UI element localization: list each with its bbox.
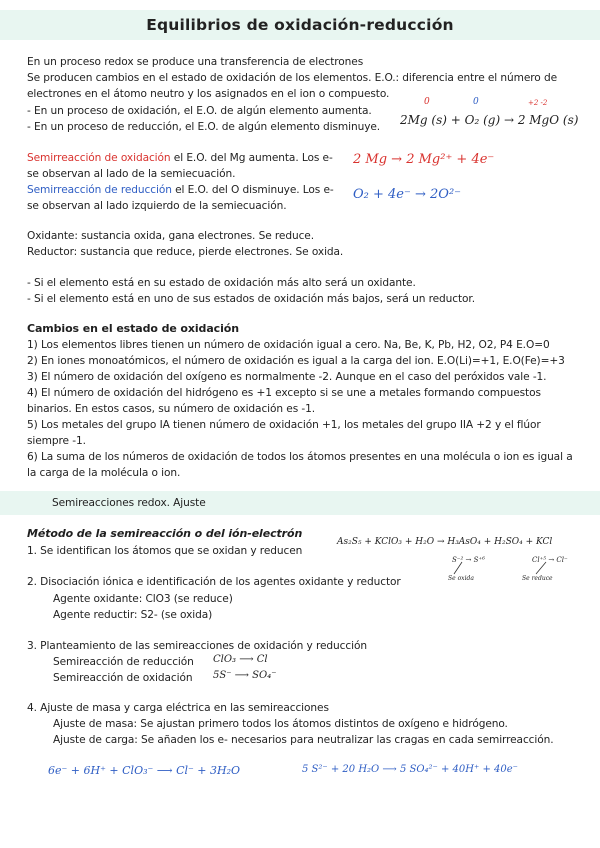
ox-number-o: 0 (473, 97, 479, 107)
step-1: 1. Se identifican los átomos que se oxidan y reducen (27, 545, 303, 557)
intro-line-1: En un proceso redox se produce una transferencia de electrones (27, 56, 364, 68)
intro-line-4: - En un proceso de oxidación, el E.O. de algún elemento aumenta. (27, 105, 372, 117)
step-1-sub-ox: S⁻² → S⁺⁶ (452, 556, 485, 564)
rule-6a: 6) La suma de los números de oxidación de todos los átomos presentes en una molécula o ion es igual a (27, 451, 573, 463)
arrow-se-oxida (454, 562, 462, 574)
semi-red-text: el E.O. del O disminuye. Los e- (171, 184, 334, 196)
ajuste-title: Semireacciones redox. Ajuste (52, 497, 206, 509)
step-3-oxidacion-eq: 5S⁻ ⟶ SO₄⁻ (213, 670, 277, 681)
final-oxidation-eq: 5 S²⁻ + 20 H₂O ⟶ 5 SO₄²⁻ + 40H⁺ + 40e⁻ (302, 764, 518, 775)
step-4: 4. Ajuste de masa y carga eléctrica en las semireacciones (27, 702, 329, 714)
semi-red-equation: O₂ + 4e⁻ → 2O²⁻ (353, 187, 462, 202)
reaction-equation: 2Mg (s) + O₂ (g) → 2 MgO (s) (400, 113, 579, 127)
intro-line-3: electrones en el átomo neutro y los asignados en el ion o compuesto. (27, 88, 390, 100)
rule-6b: la carga de la molécula o ion. (27, 467, 181, 479)
semi-ox-line-1 (27, 151, 333, 165)
step-2: 2. Disociación iónica e identificación de los agentes oxidante y reductor (27, 576, 401, 588)
rule-2: 2) En iones monoatómicos, el número de oxidación es igual a la carga del ion. E.O(Li)=+1, E.O(Fe)=+3 (27, 355, 565, 367)
step-4-masa: Ajuste de masa: Se ajustan primero todos los átomos distintos de oxígeno e hidrógeno. (53, 718, 508, 730)
ox-number-mg: 0 (424, 97, 430, 107)
note-reductor: - Si el elemento está en uno de sus estados de oxidación más bajos, será un reductor. (27, 293, 475, 305)
rule-4b: binarios. En estos casos, su número de oxidación es -1. (27, 403, 316, 415)
step-2-oxidante: Agente oxidante: ClO3 (se reduce) (53, 593, 233, 605)
step-2-reductor: Agente reductir: S2- (se oxida) (53, 609, 213, 621)
semi-red-label: Semirreacción de reducción (27, 184, 172, 196)
step-3: 3. Planteamiento de las semireacciones de oxidación y reducción (27, 640, 367, 652)
cambios-heading: Cambios en el estado de oxidación (27, 322, 239, 335)
intro-line-5: - En un proceso de reducción, el E.O. de algún elemento disminuye. (27, 121, 381, 133)
step-1-sub-red: Cl⁺⁵ → Cl⁻ (532, 556, 568, 564)
rule-3: 3) El número de oxidación del oxígeno es normalmente -2. Aunque en el caso del peróxidos vale -1. (27, 371, 547, 383)
method-heading: Método de la semireacción o del ión-electrón (27, 527, 303, 540)
note-oxidante: - Si el elemento está en su estado de oxidación más alto será un oxidante. (27, 277, 416, 289)
semi-red-line-2: se observan al lado izquierdo de la semiecuación. (27, 200, 287, 212)
step-1-equation: As₂S₅ + KClO₃ + H₂O → H₃AsO₄ + H₂SO₄ + KCl (337, 537, 553, 547)
intro-line-2: Se producen cambios en el estado de oxidación de los elementos. E.O.: diferencia entre el número de (27, 72, 557, 84)
semi-ox-equation: 2 Mg → 2 Mg²⁺ + 4e⁻ (353, 152, 495, 167)
def-oxidante: Oxidante: sustancia oxida, gana electrones. Se reduce. (27, 230, 314, 242)
rule-5b: siempre -1. (27, 435, 86, 447)
step-1-label-ox: Se oxida (448, 575, 474, 582)
def-reductor: Reductor: sustancia que reduce, pierde electrones. Se oxida. (27, 246, 344, 258)
semi-red-line-1 (27, 183, 334, 197)
step-1-label-red: Se reduce (522, 575, 553, 582)
page-title: Equilibrios de oxidación-reducción (146, 16, 454, 34)
arrow-se-reduce (536, 562, 546, 574)
step-1-arrows (440, 560, 590, 580)
ox-number-product: +2 -2 (528, 99, 548, 107)
step-3-reduccion-eq: ClO₃ ⟶ Cl (213, 654, 268, 665)
step-3-oxidacion: Semireacción de oxidación (53, 672, 193, 684)
semi-ox-text: el E.O. del Mg aumenta. Los e- (170, 152, 333, 164)
final-reduction-eq: 6e⁻ + 6H⁺ + ClO₃⁻ ⟶ Cl⁻ + 3H₂O (48, 764, 241, 777)
step-3-reduccion: Semireacción de reducción (53, 656, 194, 668)
rule-4a: 4) El número de oxidación del hidrógeno es +1 excepto si se une a metales formando compuestos (27, 387, 541, 399)
rule-5a: 5) Los metales del grupo IA tienen número de oxidación +1, los metales del grupo IIA +2 y el flúor (27, 419, 541, 431)
semi-ox-line-2: se observan al lado de la semiecuación. (27, 168, 236, 180)
step-4-carga: Ajuste de carga: Se añaden los e- necesarios para neutralizar las cragas en cada semirreacción. (53, 734, 554, 746)
semi-ox-label: Semirreacción de oxidación (27, 152, 171, 164)
rule-1: 1) Los elementos libres tienen un número de oxidación igual a cero. Na, Be, K, Pb, H2, O2, P4 E.O=0 (27, 339, 550, 351)
